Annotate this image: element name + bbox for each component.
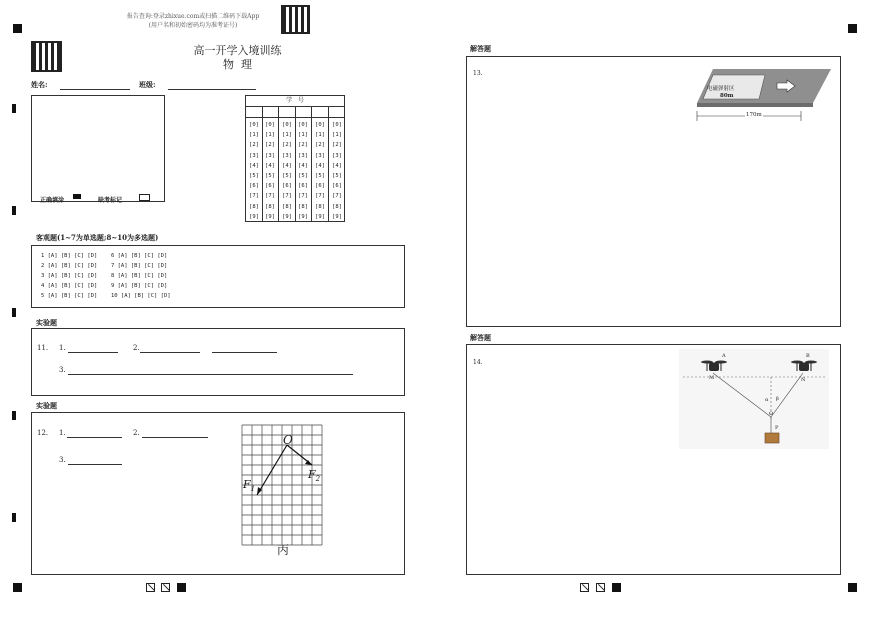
student-id-bubble[interactable]: [4] bbox=[332, 162, 342, 169]
correct-fill-label: 正确填涂 bbox=[40, 197, 65, 204]
exp2-part1-blank[interactable] bbox=[67, 437, 122, 438]
exp1-question-number: 11. bbox=[37, 344, 49, 352]
exp1-part1-blank[interactable] bbox=[68, 352, 118, 353]
student-id-bubble[interactable]: [0] bbox=[298, 122, 308, 128]
student-id-bubble[interactable]: [7] bbox=[332, 193, 342, 200]
launch-zone-length: 80m bbox=[720, 93, 734, 99]
student-id-bubble[interactable]: [2] bbox=[282, 142, 292, 149]
student-id-bubble[interactable]: [4] bbox=[282, 162, 292, 169]
class-field[interactable] bbox=[168, 89, 256, 90]
student-id-bubble[interactable]: [3] bbox=[332, 152, 342, 159]
objective-title: 客观题(1~7为单选题;8~10为多选题) bbox=[36, 233, 159, 242]
student-id-bubble[interactable]: [7] bbox=[282, 193, 292, 200]
student-id-bubble[interactable]: [3] bbox=[265, 152, 275, 159]
subject-title: 物 理 bbox=[223, 58, 252, 71]
page-code-mark bbox=[580, 583, 589, 592]
exp2-part2-blank[interactable] bbox=[142, 437, 208, 438]
exam-title: 高一开学入境训练 bbox=[193, 44, 282, 57]
student-id-bubble[interactable]: [3] bbox=[282, 152, 292, 159]
student-id-bubble[interactable]: [8] bbox=[265, 203, 275, 210]
exp2-part3-blank[interactable] bbox=[68, 464, 122, 465]
student-id-bubble[interactable]: [6] bbox=[249, 183, 259, 190]
student-id-bubble[interactable]: [9] bbox=[298, 213, 308, 220]
exp1-title: 实验题 bbox=[36, 318, 57, 327]
drone-label-A: A bbox=[722, 353, 726, 359]
corner-mark-bl bbox=[13, 583, 22, 592]
student-id-bubble[interactable]: [5] bbox=[298, 173, 308, 180]
exp1-part2-blank-b[interactable] bbox=[212, 352, 277, 353]
info-box bbox=[31, 95, 165, 202]
student-id-bubble[interactable]: [8] bbox=[332, 203, 342, 210]
student-id-bubble[interactable]: [1] bbox=[282, 132, 292, 139]
objective-left-column[interactable] bbox=[41, 251, 97, 301]
student-id-bubble[interactable]: [1] bbox=[315, 132, 325, 139]
student-id-column[interactable] bbox=[295, 120, 311, 222]
exp1-part2-label: 2. bbox=[133, 344, 140, 352]
exp1-part1-label: 1. bbox=[59, 344, 66, 352]
student-id-bubble[interactable]: [4] bbox=[298, 162, 308, 169]
student-id-bubble[interactable]: [4] bbox=[249, 162, 259, 169]
student-id-bubble[interactable]: [7] bbox=[315, 193, 325, 200]
student-id-title: 学 号 bbox=[246, 96, 344, 107]
exp2-part1-label: 1. bbox=[59, 429, 66, 437]
absent-label: 缺考标记 bbox=[98, 197, 123, 204]
corner-mark-br bbox=[848, 583, 857, 592]
q13-question-number: 13. bbox=[473, 70, 483, 77]
page-code-mark bbox=[612, 583, 621, 592]
objective-row[interactable]: 1 [A] [B] [C] [D] bbox=[41, 253, 98, 259]
student-id-column[interactable] bbox=[312, 120, 328, 222]
total-length-label: 170m bbox=[746, 112, 762, 118]
student-id-bubble[interactable]: [9] bbox=[332, 213, 342, 220]
exp2-part2-label: 2. bbox=[133, 429, 140, 437]
student-id-column[interactable] bbox=[279, 120, 295, 222]
objective-right-column[interactable] bbox=[111, 251, 171, 301]
student-id-bubble[interactable]: [7] bbox=[298, 193, 308, 200]
student-id-bubble[interactable]: [9] bbox=[265, 213, 275, 220]
point-label-N: N bbox=[801, 377, 806, 383]
q13-title: 解答题 bbox=[470, 44, 491, 53]
objective-row[interactable]: 6 [A] [B] [C] [D] bbox=[111, 253, 168, 259]
exp2-answer-box bbox=[31, 412, 405, 575]
objective-answer-box bbox=[31, 245, 405, 308]
student-id-bubble[interactable]: [0] bbox=[315, 122, 325, 128]
fig-label-F1-main: F bbox=[243, 478, 251, 491]
q14-title: 解答题 bbox=[470, 333, 491, 342]
student-id-bubble[interactable]: [2] bbox=[298, 142, 308, 149]
timing-mark bbox=[12, 104, 16, 113]
student-id-bubble[interactable]: [5] bbox=[282, 173, 292, 180]
point-label-M: M bbox=[709, 375, 715, 381]
student-id-bubble[interactable]: [9] bbox=[249, 213, 259, 220]
objective-row[interactable]: 8 [A] [B] [C] [D] bbox=[111, 273, 168, 279]
student-id-bubble[interactable]: [2] bbox=[315, 142, 325, 149]
exp2-part3-label: 3. bbox=[59, 456, 66, 464]
student-id-bubble[interactable]: [5] bbox=[265, 173, 275, 180]
drone-diagram bbox=[679, 349, 829, 449]
qr-code-left bbox=[31, 41, 62, 72]
student-id-bubble[interactable]: [2] bbox=[332, 142, 342, 149]
fig-caption: 丙 bbox=[277, 543, 290, 557]
report-notice bbox=[118, 12, 268, 30]
exp2-question-number: 12. bbox=[37, 429, 49, 437]
exp2-title: 实验题 bbox=[36, 401, 57, 410]
objective-row[interactable]: 5 [A] [B] [C] [D] bbox=[41, 293, 98, 299]
objective-row[interactable]: 9 [A] [B] [C] [D] bbox=[111, 283, 168, 289]
student-id-bubble[interactable]: [1] bbox=[332, 132, 342, 139]
cargo-box bbox=[765, 433, 779, 443]
page-code-mark bbox=[596, 583, 605, 592]
page-code-mark bbox=[161, 583, 170, 592]
objective-row[interactable]: 10 [A] [B] [C] [D] bbox=[111, 293, 171, 299]
fig-label-F1 bbox=[243, 478, 255, 493]
page-code-mark bbox=[146, 583, 155, 592]
exp1-answer-box bbox=[31, 328, 405, 396]
exp1-part3-blank[interactable] bbox=[68, 374, 353, 375]
timing-mark bbox=[12, 411, 16, 420]
angle-label-alpha: α bbox=[765, 397, 769, 403]
student-id-bubble[interactable]: [7] bbox=[265, 193, 275, 200]
name-field[interactable] bbox=[60, 89, 130, 90]
q14-question-number: 14. bbox=[473, 359, 483, 366]
student-id-bubble[interactable]: [3] bbox=[249, 152, 259, 159]
correct-fill-sample bbox=[73, 194, 81, 199]
launch-zone-label: 电磁弹射区 bbox=[707, 86, 735, 92]
name-label: 姓名: bbox=[31, 80, 48, 89]
student-id-bubble[interactable]: [6] bbox=[282, 183, 292, 190]
runway-edge bbox=[697, 103, 813, 107]
student-id-bubble[interactable]: [8] bbox=[282, 203, 292, 210]
notice-line2: (用户名和初始密码均为准考证号) bbox=[148, 22, 238, 29]
timing-mark bbox=[12, 513, 16, 522]
class-label: 班级: bbox=[139, 80, 156, 89]
student-id-bubble[interactable]: [0] bbox=[249, 122, 259, 128]
q13-answer-box bbox=[466, 56, 841, 327]
student-id-bubble[interactable]: [0] bbox=[282, 122, 292, 128]
corner-mark-tl bbox=[13, 24, 22, 33]
exp1-part2-blank[interactable] bbox=[140, 352, 200, 353]
page-code-mark bbox=[177, 583, 186, 592]
drone-label-B: B bbox=[806, 353, 810, 359]
objective-row[interactable]: 7 [A] [B] [C] [D] bbox=[111, 263, 168, 269]
student-id-bubble[interactable]: [1] bbox=[298, 132, 308, 139]
student-id-bubble[interactable]: [8] bbox=[315, 203, 325, 210]
fig-label-O: O bbox=[283, 433, 293, 447]
objective-row[interactable]: 2 [A] [B] [C] [D] bbox=[41, 263, 98, 269]
student-id-column[interactable] bbox=[329, 120, 345, 222]
student-id-bubble[interactable]: [0] bbox=[332, 122, 342, 128]
student-id-bubble[interactable]: [5] bbox=[249, 173, 259, 180]
student-id-bubble[interactable]: [3] bbox=[315, 152, 325, 159]
timing-mark bbox=[12, 308, 16, 317]
student-id-bubble[interactable]: [6] bbox=[265, 183, 275, 190]
student-id-bubble[interactable]: [9] bbox=[282, 213, 292, 220]
absent-checkbox[interactable] bbox=[139, 194, 150, 201]
student-id-column[interactable] bbox=[262, 120, 278, 222]
point-label-P: P bbox=[775, 425, 779, 431]
student-id-bubble[interactable]: [7] bbox=[249, 193, 259, 200]
student-id-bubble[interactable]: [1] bbox=[249, 132, 259, 139]
objective-row[interactable]: 3 [A] [B] [C] [D] bbox=[41, 273, 98, 279]
student-id-bubble[interactable]: [8] bbox=[249, 203, 259, 210]
fig-label-F2-sub: 2 bbox=[315, 475, 321, 484]
objective-row[interactable]: 4 [A] [B] [C] [D] bbox=[41, 283, 98, 289]
student-id-bubble[interactable]: [9] bbox=[315, 213, 325, 220]
student-id-bubble[interactable]: [6] bbox=[332, 183, 342, 190]
student-id-bubble[interactable]: [8] bbox=[298, 203, 308, 210]
student-id-panel bbox=[245, 95, 345, 222]
student-id-bubble[interactable]: [3] bbox=[298, 152, 308, 159]
fig-label-F2 bbox=[308, 468, 320, 483]
qr-code-top bbox=[281, 5, 310, 34]
student-id-bubble[interactable]: [2] bbox=[249, 142, 259, 149]
angle-label-beta: β bbox=[776, 396, 779, 402]
student-id-bubble[interactable]: [5] bbox=[315, 173, 325, 180]
student-id-bubble[interactable]: [4] bbox=[315, 162, 325, 169]
corner-mark-tr bbox=[848, 24, 857, 33]
point-label-O: O bbox=[769, 411, 774, 417]
student-id-bubble[interactable]: [5] bbox=[332, 173, 342, 180]
student-id-bubble[interactable]: [1] bbox=[265, 132, 275, 139]
student-id-bubble[interactable]: [6] bbox=[315, 183, 325, 190]
fig-label-F1-sub: 1 bbox=[250, 485, 256, 494]
notice-line1: 报告查询:登录zhixue.com或扫描二维码下载App bbox=[126, 13, 260, 20]
student-id-bubble[interactable]: [6] bbox=[298, 183, 308, 190]
student-id-column[interactable] bbox=[246, 120, 262, 222]
timing-mark bbox=[12, 206, 16, 215]
runway-diagram bbox=[695, 65, 835, 127]
q14-answer-box bbox=[466, 344, 841, 575]
student-id-bubble[interactable]: [4] bbox=[265, 162, 275, 169]
exp1-part3-label: 3. bbox=[59, 366, 66, 374]
student-id-bubble[interactable]: [0] bbox=[265, 122, 275, 128]
fig-label-F2-main: F bbox=[308, 468, 316, 481]
student-id-bubble[interactable]: [2] bbox=[265, 142, 275, 149]
